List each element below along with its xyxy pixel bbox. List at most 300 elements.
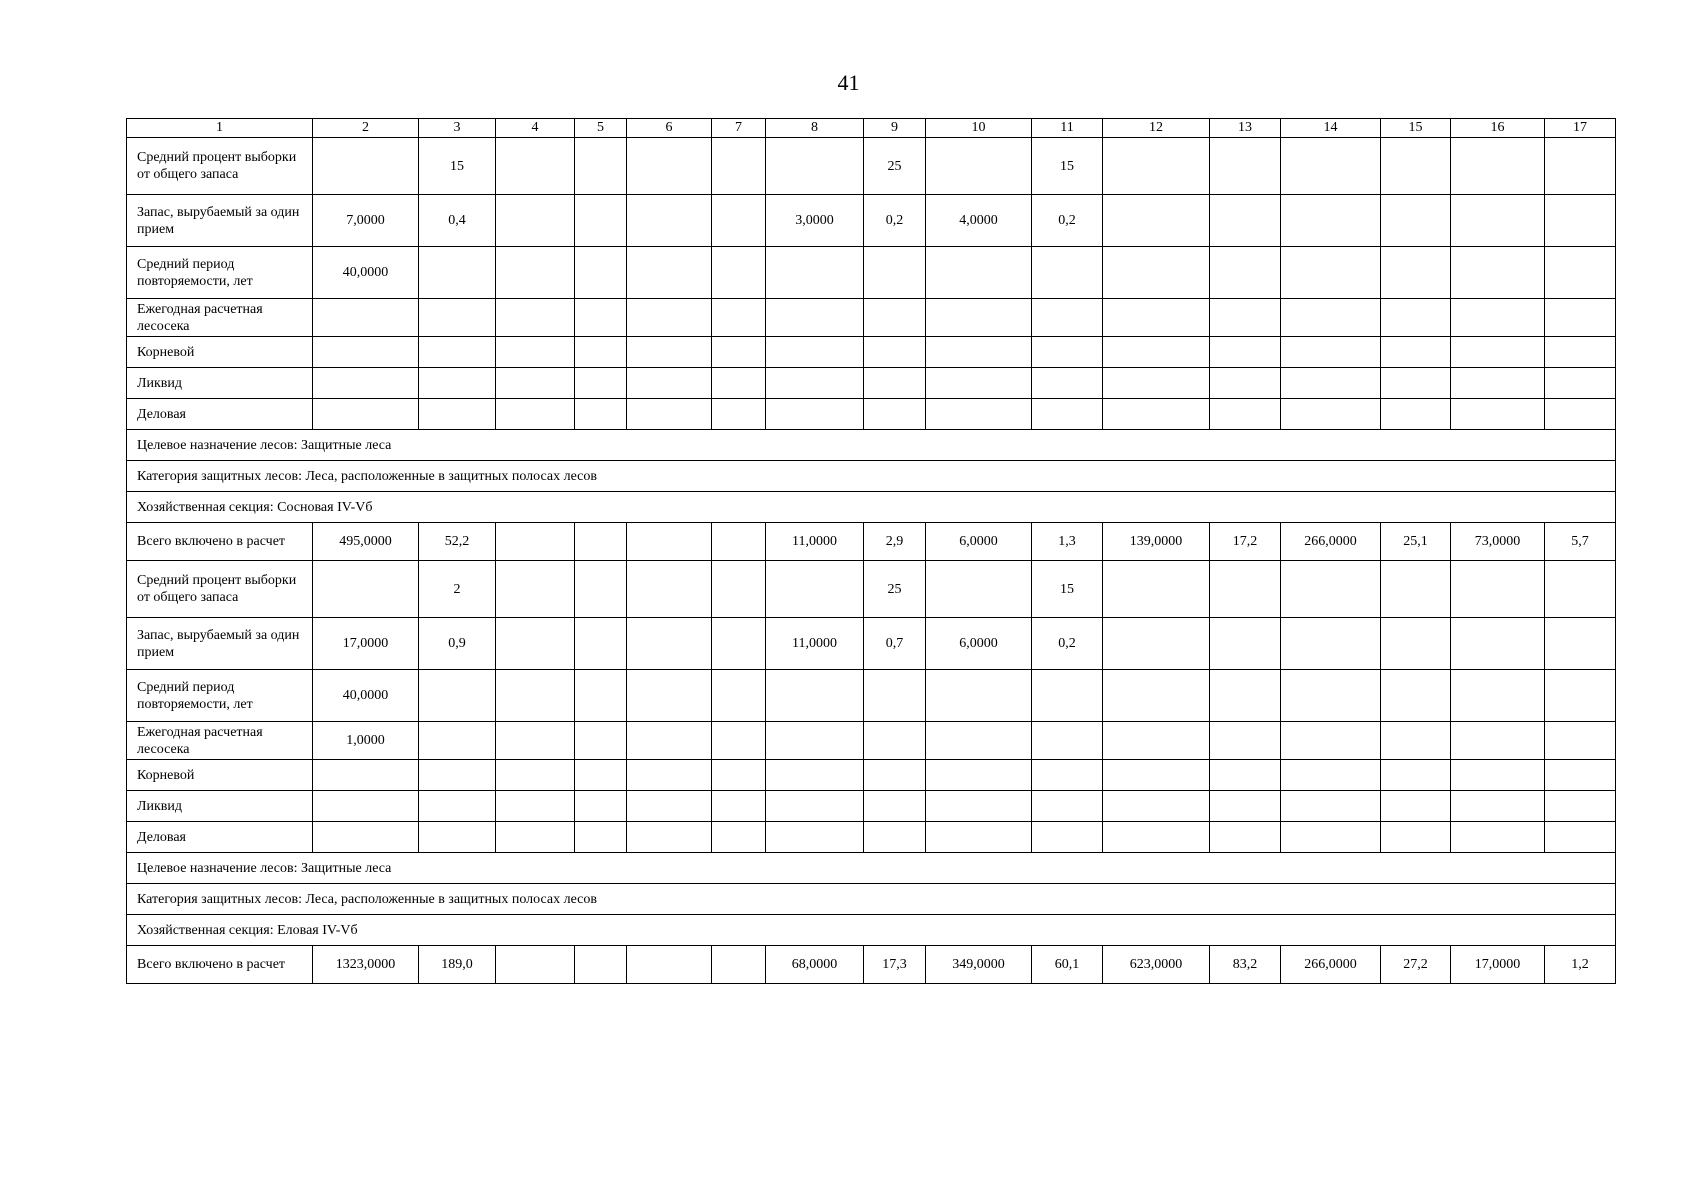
table-cell: 17,2 bbox=[1210, 523, 1281, 561]
table-cell bbox=[627, 523, 712, 561]
table-cell: 0,9 bbox=[419, 618, 496, 670]
table-cell bbox=[1381, 722, 1451, 760]
table-cell bbox=[766, 670, 864, 722]
table-cell bbox=[1281, 760, 1381, 791]
table-cell bbox=[419, 399, 496, 430]
table-cell bbox=[419, 791, 496, 822]
table-cell bbox=[1281, 399, 1381, 430]
table-cell bbox=[712, 247, 766, 299]
table-cell bbox=[1210, 337, 1281, 368]
table-cell bbox=[864, 791, 926, 822]
row-label: Ликвид bbox=[127, 791, 313, 822]
table-cell bbox=[864, 760, 926, 791]
section-row bbox=[127, 853, 1616, 884]
table-cell: 2 bbox=[419, 561, 496, 618]
table-cell bbox=[627, 337, 712, 368]
table-cell: 139,0000 bbox=[1103, 523, 1210, 561]
table-cell: 266,0000 bbox=[1281, 523, 1381, 561]
table-cell bbox=[575, 791, 627, 822]
table-cell bbox=[496, 670, 575, 722]
table-cell bbox=[1545, 791, 1616, 822]
table-cell bbox=[496, 791, 575, 822]
table-cell bbox=[627, 618, 712, 670]
table-cell: 17,0000 bbox=[313, 618, 419, 670]
header-cell: 8 bbox=[766, 119, 864, 138]
header-cell: 10 bbox=[926, 119, 1032, 138]
table-cell bbox=[1281, 195, 1381, 247]
table-cell bbox=[627, 946, 712, 984]
table-cell bbox=[575, 722, 627, 760]
table-cell bbox=[712, 368, 766, 399]
table-cell bbox=[1032, 722, 1103, 760]
table-cell bbox=[712, 722, 766, 760]
table-cell bbox=[1451, 399, 1545, 430]
table-cell bbox=[1545, 722, 1616, 760]
table-cell bbox=[1210, 618, 1281, 670]
table-cell bbox=[1281, 561, 1381, 618]
table-cell bbox=[1545, 368, 1616, 399]
table-cell: 495,0000 bbox=[313, 523, 419, 561]
table-cell bbox=[1381, 822, 1451, 853]
table-cell bbox=[1103, 337, 1210, 368]
table-cell bbox=[1210, 722, 1281, 760]
table-cell bbox=[1103, 618, 1210, 670]
table-cell: 1323,0000 bbox=[313, 946, 419, 984]
header-cell: 14 bbox=[1281, 119, 1381, 138]
table-cell: 6,0000 bbox=[926, 618, 1032, 670]
table-cell bbox=[1281, 299, 1381, 337]
table-cell bbox=[496, 337, 575, 368]
table-cell bbox=[1545, 195, 1616, 247]
table-cell bbox=[627, 299, 712, 337]
table-cell bbox=[926, 399, 1032, 430]
table-cell bbox=[496, 247, 575, 299]
table-cell: 0,2 bbox=[864, 195, 926, 247]
table-cell bbox=[766, 368, 864, 399]
table-cell bbox=[575, 618, 627, 670]
table-cell: 25,1 bbox=[1381, 523, 1451, 561]
table-row bbox=[127, 670, 1616, 722]
table-row bbox=[127, 337, 1616, 368]
table-cell bbox=[496, 561, 575, 618]
table-cell bbox=[926, 368, 1032, 399]
table-cell bbox=[1210, 791, 1281, 822]
table-cell bbox=[1032, 368, 1103, 399]
table-cell bbox=[864, 670, 926, 722]
table-cell bbox=[1281, 337, 1381, 368]
table-cell: 0,4 bbox=[419, 195, 496, 247]
table-cell bbox=[926, 561, 1032, 618]
section-label: Целевое назначение лесов: Защитные леса bbox=[127, 430, 1616, 461]
table-cell bbox=[1381, 760, 1451, 791]
table-cell bbox=[712, 299, 766, 337]
table-cell bbox=[419, 760, 496, 791]
table-cell bbox=[496, 618, 575, 670]
table-cell bbox=[496, 195, 575, 247]
table-row bbox=[127, 791, 1616, 822]
table-cell bbox=[627, 138, 712, 195]
table-cell bbox=[1281, 722, 1381, 760]
table-cell bbox=[1281, 368, 1381, 399]
table-cell bbox=[1210, 299, 1281, 337]
table-row bbox=[127, 822, 1616, 853]
table-cell bbox=[926, 722, 1032, 760]
table-cell bbox=[1451, 822, 1545, 853]
table-row bbox=[127, 399, 1616, 430]
table-cell bbox=[864, 299, 926, 337]
table-cell bbox=[627, 399, 712, 430]
row-label: Средний процент выборки от общего запаса bbox=[127, 561, 313, 618]
table-cell bbox=[627, 670, 712, 722]
table-cell bbox=[1103, 399, 1210, 430]
table-cell bbox=[1451, 299, 1545, 337]
table-cell bbox=[1545, 337, 1616, 368]
table-cell bbox=[575, 523, 627, 561]
table-cell bbox=[1451, 195, 1545, 247]
table-cell bbox=[1545, 399, 1616, 430]
table-row bbox=[127, 722, 1616, 760]
table-cell bbox=[712, 337, 766, 368]
table-row bbox=[127, 195, 1616, 247]
row-label: Всего включено в расчет bbox=[127, 946, 313, 984]
table-cell bbox=[926, 760, 1032, 791]
table-cell bbox=[1545, 670, 1616, 722]
section-row bbox=[127, 915, 1616, 946]
header-cell: 5 bbox=[575, 119, 627, 138]
header-cell: 15 bbox=[1381, 119, 1451, 138]
table-cell bbox=[627, 760, 712, 791]
table-row bbox=[127, 946, 1616, 984]
forest-cutting-table bbox=[126, 118, 1616, 984]
header-cell: 11 bbox=[1032, 119, 1103, 138]
table-cell bbox=[575, 561, 627, 618]
table-cell bbox=[1210, 561, 1281, 618]
table-cell bbox=[1381, 399, 1451, 430]
table-cell bbox=[766, 722, 864, 760]
table-cell bbox=[1545, 618, 1616, 670]
table-cell: 349,0000 bbox=[926, 946, 1032, 984]
row-label: Деловая bbox=[127, 822, 313, 853]
table-cell bbox=[1032, 670, 1103, 722]
table-cell: 11,0000 bbox=[766, 618, 864, 670]
table-cell bbox=[1103, 791, 1210, 822]
table-cell: 189,0 bbox=[419, 946, 496, 984]
table-cell: 60,1 bbox=[1032, 946, 1103, 984]
table-cell: 5,7 bbox=[1545, 523, 1616, 561]
table-cell bbox=[926, 791, 1032, 822]
table-cell bbox=[766, 337, 864, 368]
table-cell bbox=[419, 247, 496, 299]
table-cell bbox=[1103, 822, 1210, 853]
table-cell bbox=[1381, 791, 1451, 822]
table-cell bbox=[627, 561, 712, 618]
table-cell bbox=[496, 722, 575, 760]
table-cell: 40,0000 bbox=[313, 247, 419, 299]
table-cell bbox=[496, 523, 575, 561]
table-cell: 1,0000 bbox=[313, 722, 419, 760]
row-label: Запас, вырубаемый за один прием bbox=[127, 195, 313, 247]
table-cell bbox=[627, 195, 712, 247]
table-cell bbox=[496, 760, 575, 791]
table-cell bbox=[419, 299, 496, 337]
section-row bbox=[127, 461, 1616, 492]
row-label: Ежегодная расчетная лесосека bbox=[127, 722, 313, 760]
table-cell bbox=[1451, 561, 1545, 618]
table-cell: 7,0000 bbox=[313, 195, 419, 247]
table-cell bbox=[1210, 399, 1281, 430]
table-cell bbox=[766, 299, 864, 337]
table-cell bbox=[313, 791, 419, 822]
table-cell bbox=[575, 368, 627, 399]
header-cell: 7 bbox=[712, 119, 766, 138]
table-cell bbox=[1545, 299, 1616, 337]
table-row bbox=[127, 299, 1616, 337]
table-cell bbox=[926, 299, 1032, 337]
table-cell bbox=[1281, 791, 1381, 822]
table-cell bbox=[766, 760, 864, 791]
table-cell bbox=[1281, 618, 1381, 670]
table-cell bbox=[1281, 670, 1381, 722]
table-cell bbox=[1451, 791, 1545, 822]
table-cell: 2,9 bbox=[864, 523, 926, 561]
table-cell bbox=[575, 399, 627, 430]
table-cell bbox=[712, 670, 766, 722]
table-cell bbox=[496, 946, 575, 984]
table-row bbox=[127, 618, 1616, 670]
header-cell: 17 bbox=[1545, 119, 1616, 138]
table-cell bbox=[1381, 299, 1451, 337]
table-cell bbox=[864, 368, 926, 399]
header-cell: 13 bbox=[1210, 119, 1281, 138]
table-cell: 52,2 bbox=[419, 523, 496, 561]
table-cell bbox=[575, 822, 627, 853]
table-cell bbox=[766, 247, 864, 299]
header-cell: 12 bbox=[1103, 119, 1210, 138]
table-cell bbox=[1451, 368, 1545, 399]
section-label: Категория защитных лесов: Леса, расположенные в защитных полосах лесов bbox=[127, 884, 1616, 915]
section-row bbox=[127, 430, 1616, 461]
table-cell: 73,0000 bbox=[1451, 523, 1545, 561]
table-cell bbox=[1103, 195, 1210, 247]
table-cell bbox=[712, 946, 766, 984]
table-cell bbox=[1103, 760, 1210, 791]
table-cell bbox=[1103, 722, 1210, 760]
table-cell: 1,2 bbox=[1545, 946, 1616, 984]
table-cell bbox=[766, 561, 864, 618]
table-cell bbox=[313, 760, 419, 791]
table-cell: 68,0000 bbox=[766, 946, 864, 984]
table-cell bbox=[766, 822, 864, 853]
header-cell: 1 bbox=[127, 119, 313, 138]
table-cell bbox=[313, 822, 419, 853]
table-cell bbox=[575, 760, 627, 791]
table-cell: 25 bbox=[864, 561, 926, 618]
table-cell: 40,0000 bbox=[313, 670, 419, 722]
table-cell bbox=[575, 299, 627, 337]
row-label: Средний период повторяемости, лет bbox=[127, 247, 313, 299]
table-cell: 266,0000 bbox=[1281, 946, 1381, 984]
table-cell bbox=[1032, 791, 1103, 822]
row-label: Средний процент выборки от общего запаса bbox=[127, 138, 313, 195]
table-cell bbox=[926, 247, 1032, 299]
table-cell bbox=[313, 368, 419, 399]
table-cell bbox=[1210, 138, 1281, 195]
row-label: Корневой bbox=[127, 337, 313, 368]
table-cell bbox=[419, 822, 496, 853]
row-label: Корневой bbox=[127, 760, 313, 791]
row-label: Деловая bbox=[127, 399, 313, 430]
table-row bbox=[127, 760, 1616, 791]
table-cell bbox=[712, 561, 766, 618]
table-cell bbox=[1381, 195, 1451, 247]
table-cell bbox=[313, 399, 419, 430]
table-cell: 0,7 bbox=[864, 618, 926, 670]
section-label: Хозяйственная секция: Сосновая IV-Vб bbox=[127, 492, 1616, 523]
table-cell bbox=[575, 337, 627, 368]
table-cell bbox=[1032, 337, 1103, 368]
table-cell: 11,0000 bbox=[766, 523, 864, 561]
row-label: Всего включено в расчет bbox=[127, 523, 313, 561]
page-number: 41 bbox=[837, 70, 860, 95]
table-cell bbox=[627, 822, 712, 853]
table-cell bbox=[926, 138, 1032, 195]
section-label: Целевое назначение лесов: Защитные леса bbox=[127, 853, 1616, 884]
table-cell bbox=[1545, 138, 1616, 195]
table-cell bbox=[1210, 195, 1281, 247]
row-label: Средний период повторяемости, лет bbox=[127, 670, 313, 722]
table-cell bbox=[1281, 247, 1381, 299]
table-cell: 3,0000 bbox=[766, 195, 864, 247]
table-cell bbox=[1545, 822, 1616, 853]
table-cell bbox=[1451, 618, 1545, 670]
table-cell bbox=[627, 791, 712, 822]
table-cell bbox=[1381, 368, 1451, 399]
table-cell bbox=[419, 670, 496, 722]
table-cell bbox=[864, 722, 926, 760]
table-cell bbox=[1545, 760, 1616, 791]
table-cell bbox=[712, 822, 766, 853]
table-cell bbox=[1032, 247, 1103, 299]
table-cell bbox=[627, 722, 712, 760]
header-cell: 2 bbox=[313, 119, 419, 138]
row-label: Запас, вырубаемый за один прием bbox=[127, 618, 313, 670]
table-cell bbox=[1032, 299, 1103, 337]
table-cell bbox=[766, 791, 864, 822]
header-cell: 16 bbox=[1451, 119, 1545, 138]
table-cell bbox=[1032, 760, 1103, 791]
section-label: Хозяйственная секция: Еловая IV-Vб bbox=[127, 915, 1616, 946]
table-cell: 17,3 bbox=[864, 946, 926, 984]
table-row bbox=[127, 561, 1616, 618]
table-row bbox=[127, 368, 1616, 399]
table-cell bbox=[766, 138, 864, 195]
table-cell bbox=[1381, 337, 1451, 368]
table-cell bbox=[313, 337, 419, 368]
table-cell: 0,2 bbox=[1032, 618, 1103, 670]
row-label: Ликвид bbox=[127, 368, 313, 399]
table-cell bbox=[712, 399, 766, 430]
table-cell bbox=[627, 368, 712, 399]
header-cell: 6 bbox=[627, 119, 712, 138]
table-cell bbox=[575, 946, 627, 984]
table-cell: 27,2 bbox=[1381, 946, 1451, 984]
table-cell bbox=[712, 760, 766, 791]
table-cell bbox=[1032, 822, 1103, 853]
table-cell bbox=[496, 138, 575, 195]
table-cell bbox=[313, 299, 419, 337]
table-cell bbox=[1381, 247, 1451, 299]
table-row bbox=[127, 138, 1616, 195]
table-cell bbox=[1210, 822, 1281, 853]
table-cell bbox=[1451, 247, 1545, 299]
table-cell bbox=[712, 195, 766, 247]
section-row bbox=[127, 884, 1616, 915]
table-cell bbox=[1032, 399, 1103, 430]
header-cell: 9 bbox=[864, 119, 926, 138]
header-row bbox=[127, 119, 1616, 138]
table-cell bbox=[864, 399, 926, 430]
table-cell bbox=[926, 822, 1032, 853]
table-cell bbox=[1545, 247, 1616, 299]
table-cell: 15 bbox=[1032, 138, 1103, 195]
table-cell bbox=[1210, 670, 1281, 722]
table-cell bbox=[1210, 760, 1281, 791]
table-cell: 6,0000 bbox=[926, 523, 1032, 561]
table-cell bbox=[1451, 760, 1545, 791]
table-cell bbox=[1210, 368, 1281, 399]
table-cell bbox=[1103, 138, 1210, 195]
table-cell bbox=[1103, 368, 1210, 399]
table-cell bbox=[1381, 618, 1451, 670]
header-cell: 3 bbox=[419, 119, 496, 138]
header-cell: 4 bbox=[496, 119, 575, 138]
table-cell bbox=[766, 399, 864, 430]
table-row bbox=[127, 247, 1616, 299]
table-cell: 25 bbox=[864, 138, 926, 195]
table-cell bbox=[313, 138, 419, 195]
table-cell bbox=[864, 822, 926, 853]
table-cell bbox=[1381, 670, 1451, 722]
table-cell bbox=[1210, 247, 1281, 299]
table-cell bbox=[1281, 822, 1381, 853]
table-cell bbox=[1451, 138, 1545, 195]
table-cell bbox=[496, 399, 575, 430]
table-cell bbox=[1103, 670, 1210, 722]
table-cell bbox=[575, 195, 627, 247]
table-cell: 4,0000 bbox=[926, 195, 1032, 247]
table-cell bbox=[575, 670, 627, 722]
table-cell bbox=[712, 138, 766, 195]
table-cell bbox=[313, 561, 419, 618]
table-cell: 623,0000 bbox=[1103, 946, 1210, 984]
table-cell: 1,3 bbox=[1032, 523, 1103, 561]
table-cell bbox=[1103, 299, 1210, 337]
table-cell bbox=[712, 523, 766, 561]
table-cell bbox=[496, 368, 575, 399]
table-cell bbox=[864, 247, 926, 299]
table-cell bbox=[1381, 138, 1451, 195]
table-cell: 17,0000 bbox=[1451, 946, 1545, 984]
table-cell: 0,2 bbox=[1032, 195, 1103, 247]
table-cell bbox=[1103, 561, 1210, 618]
table-cell bbox=[1451, 337, 1545, 368]
table-cell bbox=[496, 822, 575, 853]
table-cell bbox=[496, 299, 575, 337]
table-cell: 83,2 bbox=[1210, 946, 1281, 984]
section-row bbox=[127, 492, 1616, 523]
table-cell bbox=[1281, 138, 1381, 195]
table-cell bbox=[1381, 561, 1451, 618]
